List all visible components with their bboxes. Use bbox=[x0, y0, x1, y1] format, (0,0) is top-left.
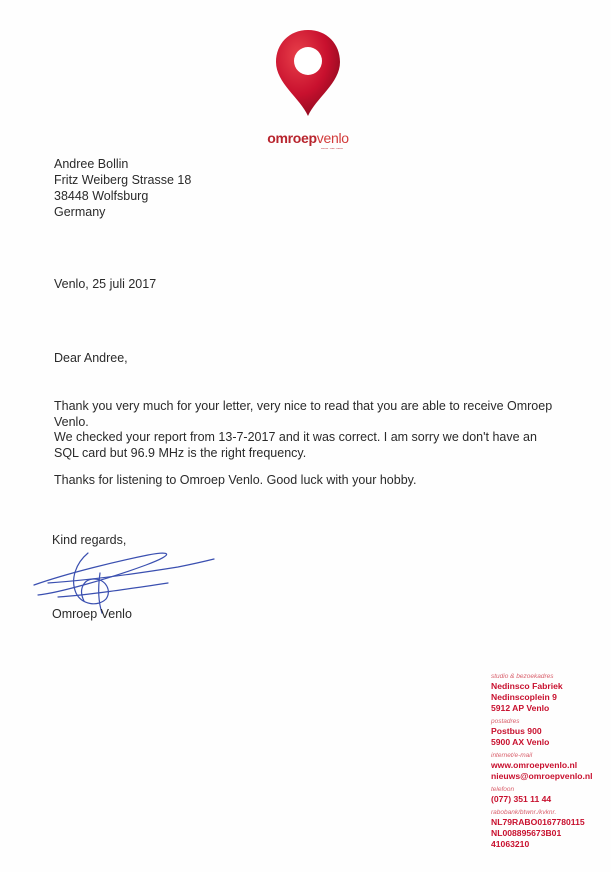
recipient-city: 38448 Wolfsburg bbox=[54, 189, 149, 203]
location-pin-icon bbox=[274, 28, 342, 118]
phone-number: (077) 351 11 44 bbox=[491, 794, 552, 804]
phone-label: telefoon bbox=[491, 786, 515, 793]
bank-line: NL79RABO0167780115 bbox=[491, 817, 585, 827]
studio-line: 5912 AP Venlo bbox=[491, 703, 550, 713]
studio-line: Nedinscoplein 9 bbox=[491, 692, 557, 702]
body-paragraph-3: Thanks for listening to Omroep Venlo. Good luck with your hobby. bbox=[54, 473, 417, 487]
web-contact bbox=[491, 751, 606, 782]
body-paragraph-1: Thank you very much for your letter, very nice to read that you are able to receive Omroep Venlo. bbox=[54, 399, 553, 429]
body-paragraph-2: We checked your report from 13-7-2017 and it was correct. I am sorry we don't have an SQL card but 96.9 MHz is the right frequency. bbox=[54, 430, 537, 460]
logo-tagline: televisie · radio · internet bbox=[321, 148, 343, 150]
phone-contact bbox=[491, 785, 606, 805]
recipient-address bbox=[54, 156, 191, 220]
logo-wordmark bbox=[258, 130, 358, 146]
studio-line: Nedinsco Fabriek bbox=[491, 681, 563, 691]
logo-wordmark-part2: venlo bbox=[316, 130, 349, 146]
post-label: postadres bbox=[491, 718, 520, 725]
recipient-country: Germany bbox=[54, 205, 106, 219]
post-line: 5900 AX Venlo bbox=[491, 737, 550, 747]
greeting: Dear Andree, bbox=[54, 351, 128, 365]
signer-name: Omroep Venlo bbox=[52, 607, 132, 621]
postal-address bbox=[491, 717, 606, 748]
studio-label: studio & bezoekadres bbox=[491, 673, 554, 680]
letter-date: Venlo, 25 juli 2017 bbox=[54, 277, 157, 291]
bank-line: NL008895673B01 bbox=[491, 828, 562, 838]
logo-wordmark-part1: omroep bbox=[267, 130, 317, 146]
web-label: internet/e-mail bbox=[491, 752, 533, 759]
bank-label: rabobank/btwnr./kvknr. bbox=[491, 809, 557, 816]
closing: Kind regards, bbox=[52, 533, 127, 547]
recipient-street: Fritz Weiberg Strasse 18 bbox=[54, 173, 192, 187]
bank-details bbox=[491, 808, 606, 850]
contact-footer bbox=[491, 672, 606, 853]
bank-line: 41063210 bbox=[491, 839, 530, 849]
omroep-venlo-logo bbox=[258, 28, 358, 150]
website-link[interactable]: www.omroepvenlo.nl bbox=[491, 760, 578, 770]
email-link[interactable]: nieuws@omroepvenlo.nl bbox=[491, 771, 593, 781]
post-line: Postbus 900 bbox=[491, 726, 542, 736]
recipient-name: Andree Bollin bbox=[54, 157, 129, 171]
studio-address bbox=[491, 672, 606, 714]
